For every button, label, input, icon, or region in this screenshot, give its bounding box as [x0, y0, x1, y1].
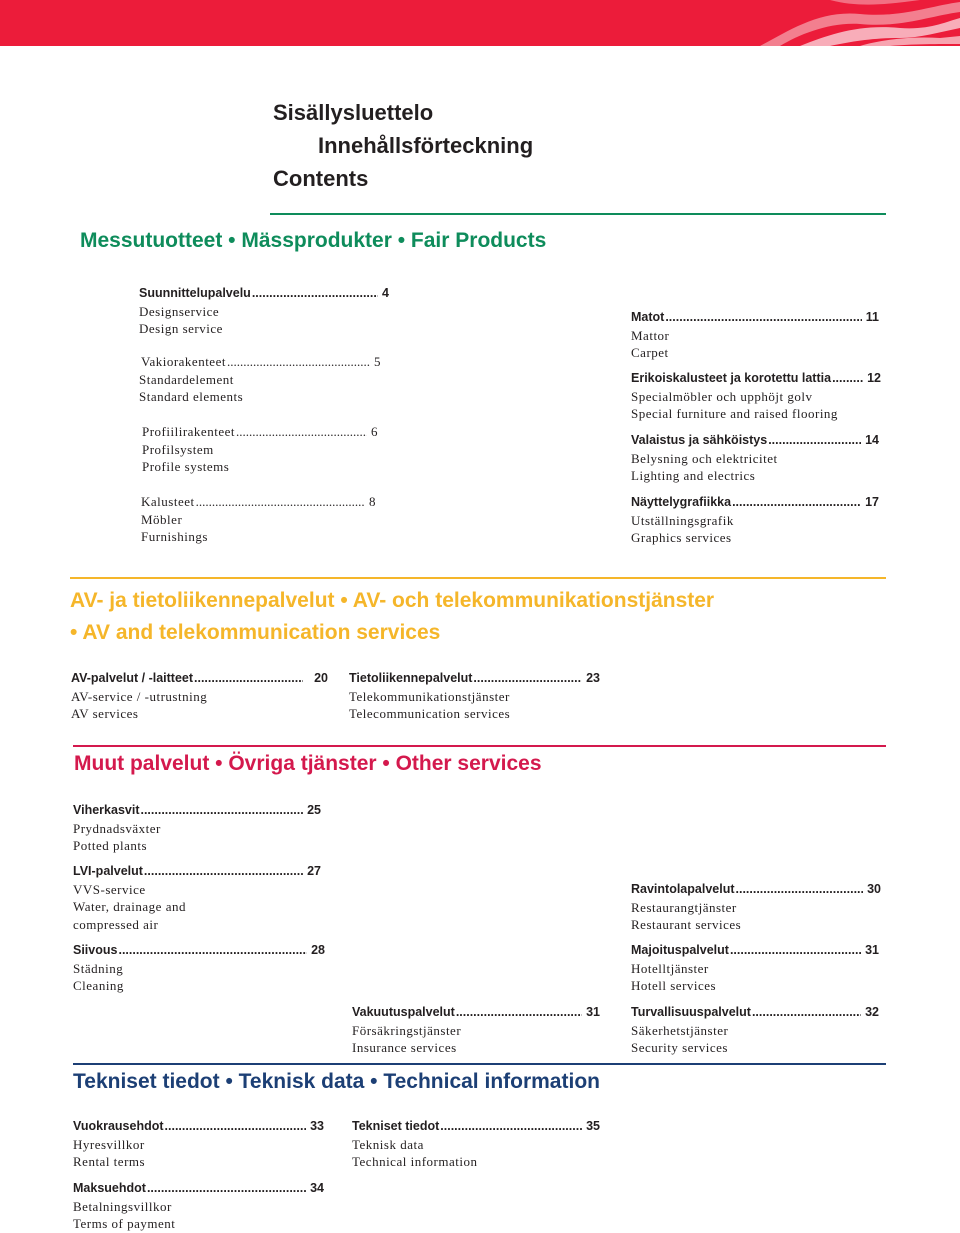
toc-entry[interactable] — [631, 494, 879, 547]
leader-dots — [768, 432, 861, 450]
toc-entry-title: Valaistus ja sähköistys — [631, 433, 768, 447]
toc-entry[interactable] — [73, 863, 321, 933]
toc-entry-page: 34 — [310, 1181, 324, 1195]
toc-entry-swedish: AV-service / -utrustning — [71, 688, 208, 704]
toc-entry-title: Erikoiskalusteet ja korotettu lattia — [631, 371, 832, 385]
toc-entry-page: 11 — [865, 310, 879, 324]
toc-entry-page: 31 — [865, 943, 879, 957]
toc-entry-swedish: Hyresvillkor — [73, 1136, 145, 1152]
leader-dots — [456, 1004, 582, 1022]
toc-entry[interactable] — [631, 881, 881, 934]
toc-entry-title: Profiilirakenteet — [142, 424, 235, 439]
leader-dots — [252, 285, 378, 303]
toc-entry-swedish: Städning — [73, 960, 124, 976]
toc-entry-english: Technical information — [352, 1154, 478, 1169]
section-divider-av — [70, 577, 886, 579]
toc-entry-swedish: Utställningsgrafik — [631, 512, 734, 528]
toc-entry-english: Profile systems — [142, 459, 230, 474]
toc-entry-swedish: Profilsystem — [142, 441, 214, 457]
toc-entry-page: 6 — [371, 424, 378, 439]
toc-entry[interactable] — [141, 493, 376, 546]
toc-entry-english: Lighting and electrics — [631, 468, 756, 483]
toc-entry-swedish: Säkerhetstjänster — [631, 1022, 729, 1038]
section-heading-other: Muut palvelut • Övriga tjänster • Other services — [74, 752, 542, 775]
leader-dots — [227, 353, 370, 371]
toc-entry-title: Tietoliikennepalvelut — [349, 671, 473, 685]
toc-entry[interactable] — [73, 1118, 324, 1171]
toc-entry-title: Vakuutuspalvelut — [352, 1005, 455, 1019]
toc-entry-page: 12 — [867, 371, 881, 385]
wave-pattern-icon — [0, 0, 960, 46]
leader-dots — [194, 670, 303, 688]
toc-entry-title: Kalusteet — [141, 494, 195, 509]
toc-entry[interactable] — [631, 370, 881, 423]
toc-entry-english: Water, drainage and — [73, 899, 186, 914]
toc-entry-english: Telecommunication services — [349, 706, 511, 721]
section-heading-fair: Messutuotteet • Mässprodukter • Fair Products — [80, 229, 547, 252]
toc-entry-swedish: Mattor — [631, 327, 670, 343]
toc-entry-english: Hotell services — [631, 978, 717, 993]
leader-dots — [196, 493, 365, 511]
section-divider-fair — [270, 213, 886, 215]
toc-entry-english: Potted plants — [73, 838, 148, 853]
toc-entry-swedish: Telekommunikationstjänster — [349, 688, 510, 704]
toc-entry-page: 8 — [369, 494, 376, 509]
toc-entry-english: Standard elements — [139, 389, 244, 404]
toc-entry-english: Security services — [631, 1040, 728, 1055]
leader-dots — [144, 863, 303, 881]
title-finnish: Sisällysluettelo — [273, 100, 434, 125]
toc-entry-english: Graphics services — [631, 530, 732, 545]
toc-entry[interactable] — [71, 670, 328, 723]
toc-entry-english: Special furniture and raised flooring — [631, 406, 838, 421]
leader-dots — [732, 494, 861, 512]
toc-entry-swedish: Belysning och elektricitet — [631, 450, 778, 466]
toc-entry-title: Tekniset tiedot — [352, 1119, 440, 1133]
toc-entry-english: Terms of payment — [73, 1216, 176, 1231]
toc-entry-page: 33 — [310, 1119, 324, 1133]
leader-dots — [236, 423, 367, 441]
section-heading-tech: Tekniset tiedot • Teknisk data • Technical information — [73, 1070, 600, 1093]
toc-entry[interactable] — [352, 1118, 600, 1171]
leader-dots — [440, 1118, 582, 1136]
toc-entry-page: 5 — [374, 354, 381, 369]
toc-entry-page: 17 — [865, 495, 879, 509]
toc-entry-page: 4 — [382, 286, 389, 300]
toc-entry-page: 35 — [586, 1119, 600, 1133]
toc-entry-title: Viherkasvit — [73, 803, 140, 817]
toc-entry[interactable] — [73, 1180, 324, 1233]
toc-entry[interactable] — [352, 1004, 600, 1057]
toc-entry-swedish: Hotelltjänster — [631, 960, 709, 976]
toc-entry-english: Design service — [139, 321, 223, 336]
leader-dots — [832, 370, 863, 388]
toc-entry-english: AV services — [71, 706, 139, 721]
toc-entry-page: 25 — [307, 803, 321, 817]
toc-entry-swedish: Möbler — [141, 511, 183, 527]
leader-dots — [752, 1004, 861, 1022]
leader-dots — [730, 942, 861, 960]
toc-entry-swedish: Restaurangtjänster — [631, 899, 737, 915]
toc-entry-swedish: Specialmöbler och upphöjt golv — [631, 388, 813, 404]
toc-entry-english: Carpet — [631, 345, 669, 360]
title-english: Contents — [273, 166, 369, 191]
toc-entry-title: Vuokrausehdot — [73, 1119, 164, 1133]
toc-entry-swedish: Standardelement — [139, 371, 234, 387]
toc-entry-title: Matot — [631, 310, 665, 324]
toc-entry-page: 30 — [867, 882, 881, 896]
toc-entry-page: 20 — [314, 671, 328, 685]
toc-entry-swedish: Teknisk data — [352, 1136, 424, 1152]
leader-dots — [147, 1180, 306, 1198]
leader-dots — [140, 802, 303, 820]
section-divider-tech — [73, 1063, 886, 1065]
toc-entry-english: Restaurant services — [631, 917, 742, 932]
section-heading-av-line2: • AV and telekommunication services — [70, 621, 441, 644]
toc-entry-title: Ravintolapalvelut — [631, 882, 735, 896]
toc-entry[interactable] — [141, 353, 381, 406]
title-swedish: Innehållsförteckning — [318, 133, 534, 158]
leader-dots — [118, 942, 307, 960]
toc-entry[interactable] — [631, 432, 879, 485]
toc-entry-english: Cleaning — [73, 978, 124, 993]
leader-dots — [665, 309, 861, 327]
section-heading-av-line1: AV- ja tietoliikennepalvelut • AV- och telekommunikationstjänster — [70, 589, 715, 612]
toc-entry-title: Suunnittelupalvelu — [139, 286, 251, 300]
toc-entry-swedish: Prydnadsväxter — [73, 820, 161, 836]
toc-entry[interactable] — [73, 942, 325, 995]
toc-entry-title: Vakiorakenteet — [141, 354, 226, 369]
toc-entry-page: 32 — [865, 1005, 879, 1019]
toc-entry[interactable] — [631, 309, 879, 362]
toc-entry-swedish: Försäkringstjänster — [352, 1022, 462, 1038]
leader-dots — [736, 881, 864, 899]
toc-entry-swedish: Betalningsvillkor — [73, 1198, 172, 1214]
toc-entry-page: 31 — [586, 1005, 600, 1019]
toc-entry-english: Furnishings — [141, 529, 208, 544]
toc-entry[interactable] — [631, 1004, 879, 1057]
leader-dots — [165, 1118, 307, 1136]
toc-entry-title: Näyttelygrafiikka — [631, 495, 732, 509]
top-color-band — [0, 0, 960, 46]
toc-entry[interactable] — [139, 285, 389, 338]
toc-entry-page: 14 — [865, 433, 879, 447]
toc-entry-swedish: VVS-service — [73, 881, 146, 897]
toc-entry[interactable] — [631, 942, 879, 995]
toc-entry[interactable] — [142, 423, 378, 476]
toc-entry-title: AV-palvelut / -laitteet — [71, 671, 194, 685]
toc-entry-title: Siivous — [73, 943, 118, 957]
toc-entry-english: Rental terms — [73, 1154, 146, 1169]
toc-entry-title: Turvallisuuspalvelut — [631, 1005, 751, 1019]
section-divider-other — [73, 745, 886, 747]
toc-entry-english-cont: compressed air — [73, 916, 159, 932]
toc-entry-title: LVI-palvelut — [73, 864, 143, 878]
leader-dots — [473, 670, 582, 688]
toc-entry[interactable] — [73, 802, 321, 855]
toc-entry-page: 28 — [311, 943, 325, 957]
toc-entry-title: Majoituspalvelut — [631, 943, 729, 957]
toc-entry-swedish: Designservice — [139, 303, 220, 319]
toc-entry-title: Maksuehdot — [73, 1181, 146, 1195]
toc-entry-page: 23 — [586, 671, 600, 685]
toc-entry[interactable] — [349, 670, 600, 723]
toc-entry-page: 27 — [307, 864, 321, 878]
toc-entry-english: Insurance services — [352, 1040, 457, 1055]
